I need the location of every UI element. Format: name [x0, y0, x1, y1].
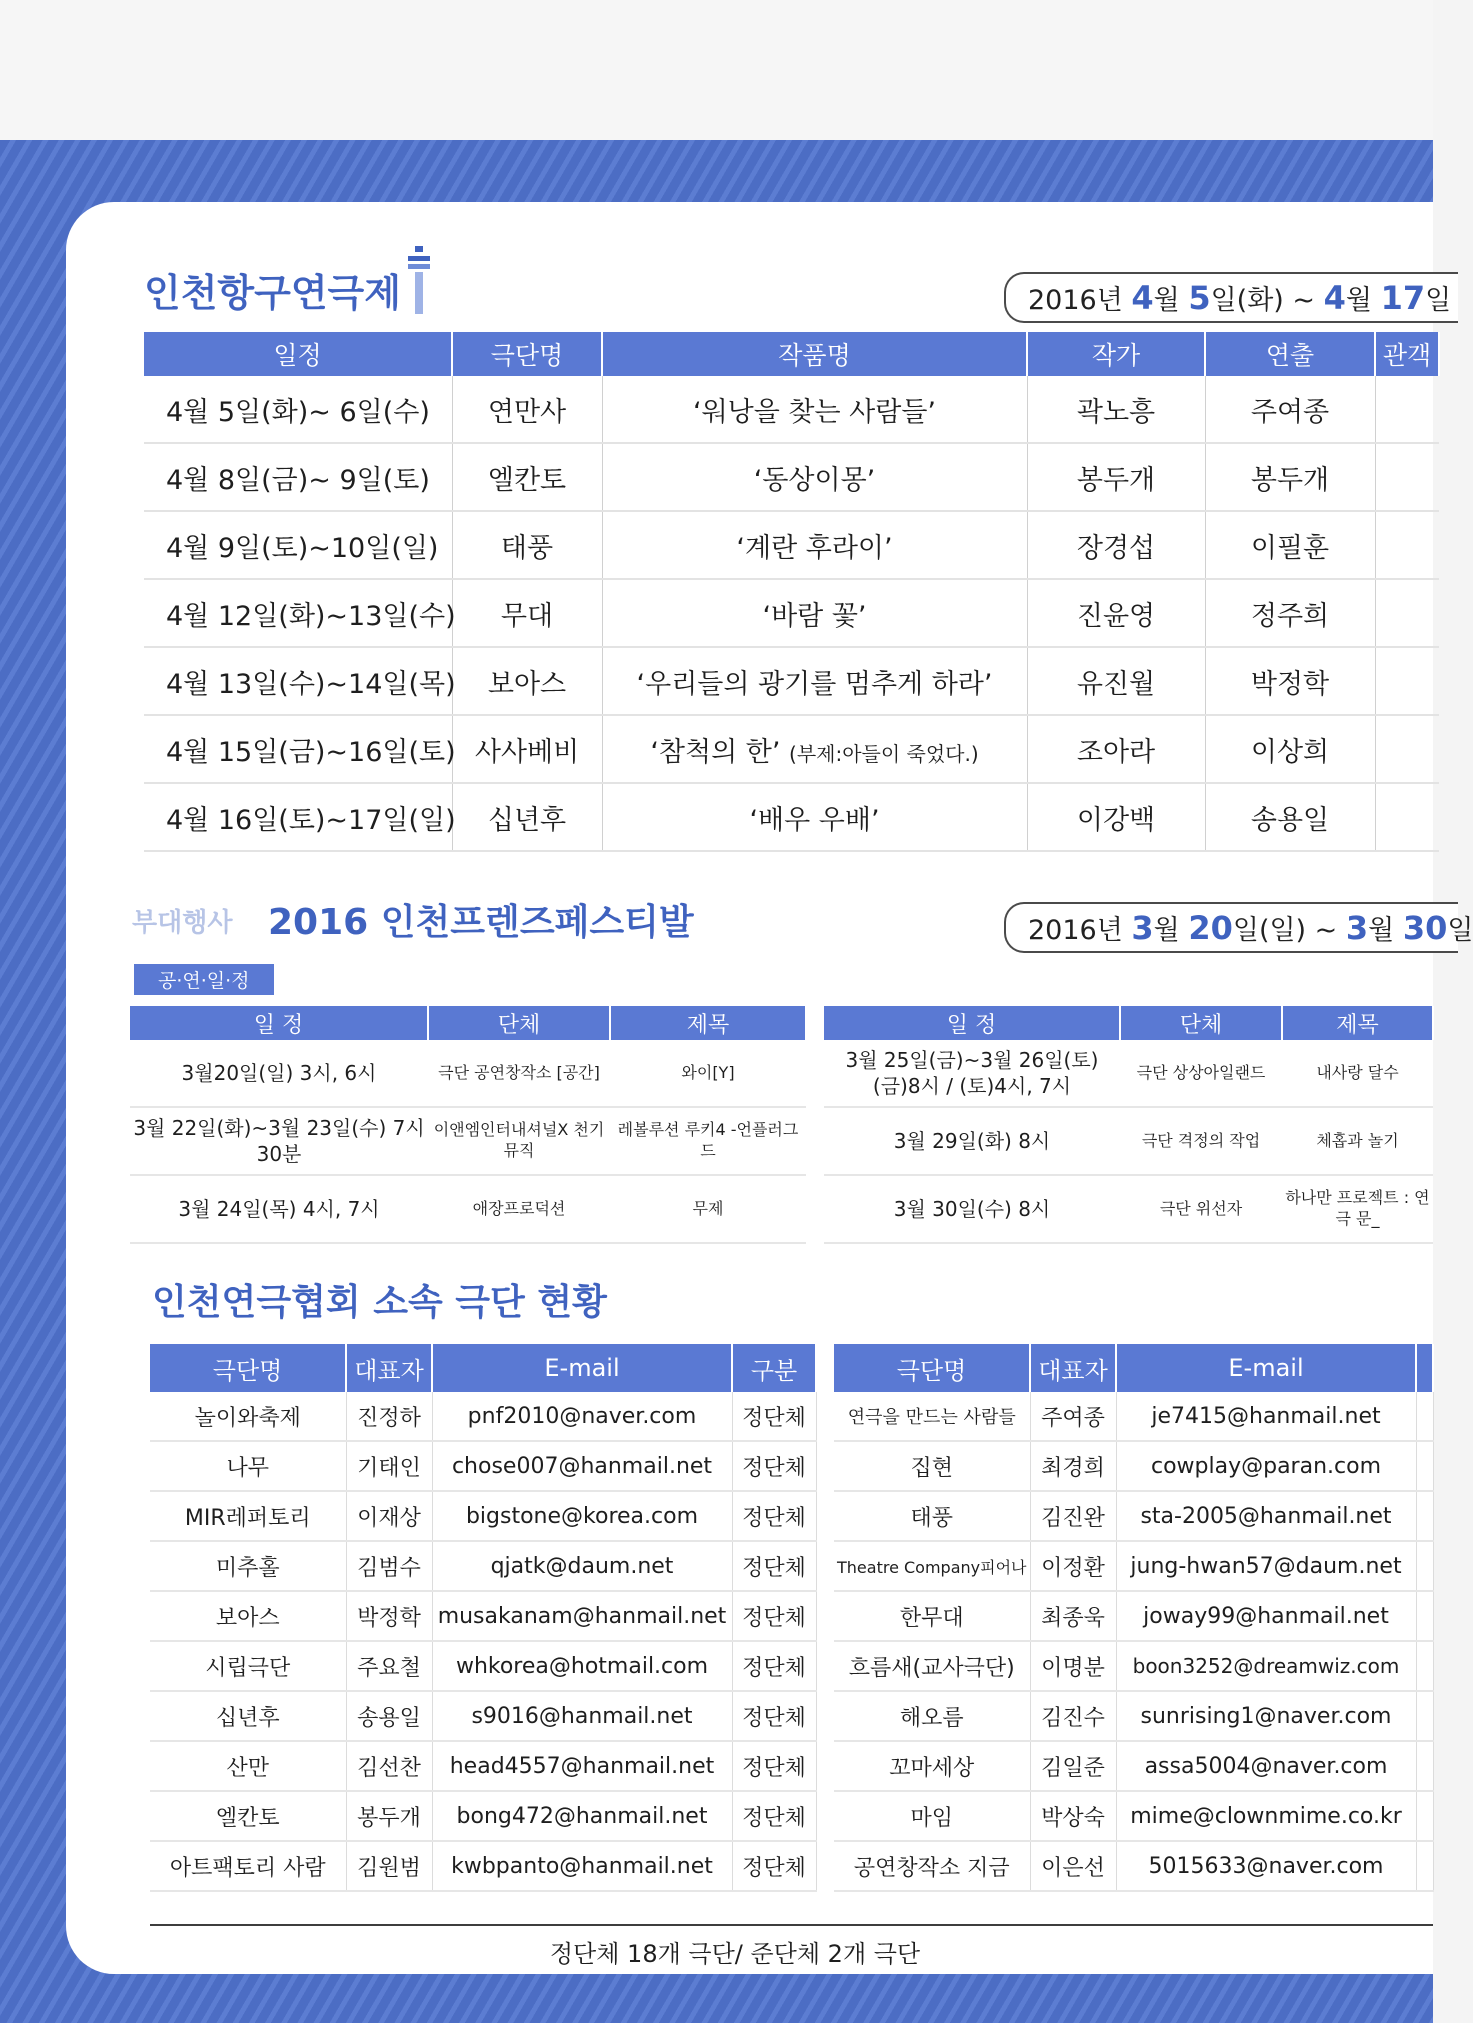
cell-email: assa5004@naver.com	[1116, 1741, 1416, 1791]
section2-date-range: 2016년 3월 20일(일) ~ 3월 30일	[1004, 902, 1458, 953]
table-row	[130, 1040, 806, 1107]
cell-type	[1416, 1691, 1433, 1741]
cell-name: 해오름	[834, 1691, 1030, 1741]
cell-name: Theatre Company피어나	[834, 1541, 1030, 1591]
table-row	[834, 1441, 1433, 1491]
table-row	[834, 1691, 1433, 1741]
col-type	[1416, 1344, 1433, 1392]
cell-rep: 주여종	[1030, 1392, 1116, 1441]
col-troupe-name: 극단명	[150, 1344, 346, 1392]
cell-title: 체홉과 놀기	[1282, 1107, 1433, 1175]
col-audience: 관객	[1375, 332, 1439, 376]
cell-type: 정단체	[732, 1541, 816, 1591]
col-email: E-mail	[432, 1344, 732, 1392]
cell-email: sunrising1@naver.com	[1116, 1691, 1416, 1741]
cell-type: 정단체	[732, 1441, 816, 1491]
cell-name: 미추홀	[150, 1541, 346, 1591]
cell-writer: 진윤영	[1027, 579, 1205, 647]
cell-troupe: 태풍	[452, 511, 602, 579]
section3-title: 인천연극협회 소속 극단 현황	[152, 1282, 607, 1323]
cell-name: 보아스	[150, 1591, 346, 1641]
table-row	[150, 1392, 816, 1441]
table-row	[130, 1107, 806, 1175]
cell-title: 하나만 프로젝트 : 연극 문_	[1282, 1175, 1433, 1243]
cell-rep: 봉두개	[346, 1791, 432, 1841]
cell-schedule: 3월 25일(금)~3월 26일(토) (금)8시 / (토)4시, 7시	[824, 1040, 1120, 1107]
cell-name: 꼬마세상	[834, 1741, 1030, 1791]
table-header-row	[834, 1344, 1433, 1392]
table-row	[150, 1691, 816, 1741]
cell-name: 집현	[834, 1441, 1030, 1491]
cell-type	[1416, 1641, 1433, 1691]
footer-divider	[150, 1924, 1433, 1926]
cell-group: 이앤엠인터내셔널X 천기뮤직	[428, 1107, 610, 1175]
table-header-row	[150, 1344, 816, 1392]
cell-schedule: 3월20일(일) 3시, 6시	[130, 1040, 428, 1107]
table-row	[130, 1175, 806, 1243]
cell-writer: 이강백	[1027, 783, 1205, 851]
cell-schedule: 3월 24일(목) 4시, 7시	[130, 1175, 428, 1243]
cell-type: 정단체	[732, 1392, 816, 1441]
table-row	[834, 1841, 1433, 1891]
cell-name: 산만	[150, 1741, 346, 1791]
cell-work: ‘배우 우배’	[602, 783, 1027, 851]
cell-name: 마임	[834, 1791, 1030, 1841]
table-row	[144, 715, 1439, 783]
work-subtitle: (부제:아들이 죽었다.)	[789, 741, 979, 766]
table-row	[834, 1392, 1433, 1441]
cell-group: 극단 상상아일랜드	[1120, 1040, 1282, 1107]
table-row	[824, 1175, 1433, 1243]
section2-title: 2016 인천프렌즈페스티발	[268, 902, 694, 943]
table-row	[834, 1541, 1433, 1591]
cell-rep: 김원범	[346, 1841, 432, 1891]
cell-writer: 장경섭	[1027, 511, 1205, 579]
section1-title: 인천항구연극제	[144, 271, 401, 315]
cell-director: 봉두개	[1205, 443, 1375, 511]
cell-work: ‘워낭을 찾는 사람들’	[602, 376, 1027, 443]
cell-group: 극단 위선자	[1120, 1175, 1282, 1243]
cell-rep: 김선찬	[346, 1741, 432, 1791]
cell-work: ‘계란 후라이’	[602, 511, 1027, 579]
table-row	[150, 1641, 816, 1691]
section2-label: 부대행사	[132, 908, 233, 938]
cell-writer: 유진월	[1027, 647, 1205, 715]
col-work: 작품명	[602, 332, 1027, 376]
cell-type: 정단체	[732, 1791, 816, 1841]
cell-name: MIR레퍼토리	[150, 1491, 346, 1541]
section3-right-table	[834, 1344, 1434, 1892]
cell-email: pnf2010@naver.com	[432, 1392, 732, 1441]
cell-work: ‘동상이몽’	[602, 443, 1027, 511]
cell-name: 아트팩토리 사람	[150, 1841, 346, 1891]
cell-type: 정단체	[732, 1491, 816, 1541]
cell-group: 극단 격정의 작업	[1120, 1107, 1282, 1175]
cell-name: 흐름새(교사극단)	[834, 1641, 1030, 1691]
performance-schedule-badge: 공·연·일·정	[134, 964, 274, 995]
cell-name: 놀이와축제	[150, 1392, 346, 1441]
table-row	[144, 443, 1439, 511]
cell-email: chose007@hanmail.net	[432, 1441, 732, 1491]
cell-audience	[1375, 443, 1439, 511]
col-representative: 대표자	[346, 1344, 432, 1392]
cell-rep: 김진수	[1030, 1691, 1116, 1741]
table-row	[834, 1741, 1433, 1791]
cell-name: 한무대	[834, 1591, 1030, 1641]
cell-name: 연극을 만드는 사람들	[834, 1392, 1030, 1441]
cell-group: 극단 공연창작소 [공간]	[428, 1040, 610, 1107]
section1-date-range: 2016년 4월 5일(화) ~ 4월 17일	[1004, 272, 1458, 323]
cell-director: 송용일	[1205, 783, 1375, 851]
table-row	[824, 1040, 1433, 1107]
cell-name: 태풍	[834, 1491, 1030, 1541]
cell-type: 정단체	[732, 1641, 816, 1691]
table-row	[144, 511, 1439, 579]
cell-rep: 주요철	[346, 1641, 432, 1691]
section2-left-table	[130, 1006, 807, 1244]
work-title: ‘참척의 한’	[650, 736, 781, 768]
cell-type	[1416, 1741, 1433, 1791]
table-row	[150, 1791, 816, 1841]
cell-troupe: 엘칸토	[452, 443, 602, 511]
cell-email: bong472@hanmail.net	[432, 1791, 732, 1841]
cell-name: 나무	[150, 1441, 346, 1491]
col-group: 단체	[428, 1006, 610, 1040]
cell-troupe: 십년후	[452, 783, 602, 851]
cell-writer: 조아라	[1027, 715, 1205, 783]
cell-title: 내사랑 달수	[1282, 1040, 1433, 1107]
cell-email: 5015633@naver.com	[1116, 1841, 1416, 1891]
col-title: 제목	[1282, 1006, 1433, 1040]
cell-work	[602, 715, 1027, 783]
col-email: E-mail	[1116, 1344, 1416, 1392]
cell-email: head4557@hanmail.net	[432, 1741, 732, 1791]
cell-name: 시립극단	[150, 1641, 346, 1691]
cell-audience	[1375, 783, 1439, 851]
cell-troupe: 무대	[452, 579, 602, 647]
cell-writer: 봉두개	[1027, 443, 1205, 511]
cell-troupe: 보아스	[452, 647, 602, 715]
col-troupe: 극단명	[452, 332, 602, 376]
table-row	[144, 376, 1439, 443]
cell-name: 엘칸토	[150, 1791, 346, 1841]
cell-rep: 기태인	[346, 1441, 432, 1491]
cell-audience	[1375, 715, 1439, 783]
cell-title: 와이[Y]	[610, 1040, 806, 1107]
table-row	[834, 1791, 1433, 1841]
cell-schedule: 4월 12일(화)~13일(수)	[144, 579, 452, 647]
table-row	[150, 1541, 816, 1591]
table-row	[150, 1591, 816, 1641]
cell-email: whkorea@hotmail.com	[432, 1641, 732, 1691]
col-director: 연출	[1205, 332, 1375, 376]
table-row	[150, 1491, 816, 1541]
cell-audience	[1375, 647, 1439, 715]
cell-email: sta-2005@hanmail.net	[1116, 1491, 1416, 1541]
cell-work: ‘바람 꽃’	[602, 579, 1027, 647]
table-header-row	[824, 1006, 1433, 1040]
cell-schedule: 4월 13일(수)~14일(목)	[144, 647, 452, 715]
cell-director: 정주희	[1205, 579, 1375, 647]
lighthouse-icon	[406, 244, 432, 314]
table-row	[150, 1841, 816, 1891]
table-header-row	[130, 1006, 806, 1040]
cell-work: ‘우리들의 광기를 멈추게 하라’	[602, 647, 1027, 715]
cell-rep: 최경희	[1030, 1441, 1116, 1491]
cell-email: je7415@hanmail.net	[1116, 1392, 1416, 1441]
cell-audience	[1375, 511, 1439, 579]
table-row	[144, 783, 1439, 851]
cell-rep: 이명분	[1030, 1641, 1116, 1691]
cell-rep: 이은선	[1030, 1841, 1116, 1891]
cell-name: 십년후	[150, 1691, 346, 1741]
cell-schedule: 4월 9일(토)~10일(일)	[144, 511, 452, 579]
col-type: 구분	[732, 1344, 816, 1392]
table-row	[834, 1491, 1433, 1541]
col-writer: 작가	[1027, 332, 1205, 376]
cell-email: joway99@hanmail.net	[1116, 1591, 1416, 1641]
cell-director: 이필훈	[1205, 511, 1375, 579]
table-header-row	[144, 332, 1439, 376]
cell-type	[1416, 1441, 1433, 1491]
cell-type: 정단체	[732, 1841, 816, 1891]
cell-rep: 이정환	[1030, 1541, 1116, 1591]
cell-rep: 박정학	[346, 1591, 432, 1641]
col-troupe-name: 극단명	[834, 1344, 1030, 1392]
cell-troupe: 사사베비	[452, 715, 602, 783]
cell-rep: 이재상	[346, 1491, 432, 1541]
col-group: 단체	[1120, 1006, 1282, 1040]
cell-email: mime@clownmime.co.kr	[1116, 1791, 1416, 1841]
troupe-count-note: 정단체 18개 극단/ 준단체 2개 극단	[549, 1940, 921, 1968]
cell-director: 이상희	[1205, 715, 1375, 783]
cell-type	[1416, 1841, 1433, 1891]
cell-email: qjatk@daum.net	[432, 1541, 732, 1591]
col-schedule: 일 정	[824, 1006, 1120, 1040]
col-schedule: 일 정	[130, 1006, 428, 1040]
table-row	[834, 1591, 1433, 1641]
table-row	[824, 1107, 1433, 1175]
cell-schedule: 4월 15일(금)~16일(토)	[144, 715, 452, 783]
cell-type: 정단체	[732, 1741, 816, 1791]
cell-rep: 진정하	[346, 1392, 432, 1441]
cell-rep: 박상숙	[1030, 1791, 1116, 1841]
section2-right-table	[824, 1006, 1434, 1244]
cell-type: 정단체	[732, 1691, 816, 1741]
table-row	[144, 647, 1439, 715]
cell-schedule: 4월 8일(금)~ 9일(토)	[144, 443, 452, 511]
cell-type	[1416, 1392, 1433, 1441]
cell-email: bigstone@korea.com	[432, 1491, 732, 1541]
cell-type: 정단체	[732, 1591, 816, 1641]
col-schedule: 일정	[144, 332, 452, 376]
content-card	[66, 202, 1473, 1974]
cell-title: 레볼루션 루키4 -언플러그드	[610, 1107, 806, 1175]
table-row	[150, 1741, 816, 1791]
cell-audience	[1375, 376, 1439, 443]
cell-rep: 김범수	[346, 1541, 432, 1591]
cell-email: s9016@hanmail.net	[432, 1691, 732, 1741]
cell-group: 애장프로덕션	[428, 1175, 610, 1243]
cell-director: 박정학	[1205, 647, 1375, 715]
cell-type	[1416, 1541, 1433, 1591]
cell-type	[1416, 1491, 1433, 1541]
col-title: 제목	[610, 1006, 806, 1040]
cell-writer: 곽노흥	[1027, 376, 1205, 443]
cell-audience	[1375, 579, 1439, 647]
cell-email: boon3252@dreamwiz.com	[1116, 1641, 1416, 1691]
cell-email: kwbpanto@hanmail.net	[432, 1841, 732, 1891]
cell-rep: 김일준	[1030, 1741, 1116, 1791]
cell-rep: 최종욱	[1030, 1591, 1116, 1641]
page-top-margin	[0, 0, 1433, 140]
cell-schedule: 3월 30일(수) 8시	[824, 1175, 1120, 1243]
cell-title: 무제	[610, 1175, 806, 1243]
cell-troupe: 연만사	[452, 376, 602, 443]
cell-schedule: 4월 16일(토)~17일(일)	[144, 783, 452, 851]
cell-rep: 송용일	[346, 1691, 432, 1741]
cell-type	[1416, 1791, 1433, 1841]
cell-email: cowplay@paran.com	[1116, 1441, 1416, 1491]
cell-schedule: 4월 5일(화)~ 6일(수)	[144, 376, 452, 443]
cell-name: 공연창작소 지금	[834, 1841, 1030, 1891]
section1-table	[144, 332, 1440, 852]
table-row	[834, 1641, 1433, 1691]
cell-email: musakanam@hanmail.net	[432, 1591, 732, 1641]
table-row	[144, 579, 1439, 647]
section3-left-table	[150, 1344, 817, 1892]
table-row	[150, 1441, 816, 1491]
cell-schedule: 3월 22일(화)~3월 23일(수) 7시 30분	[130, 1107, 428, 1175]
cell-director: 주여종	[1205, 376, 1375, 443]
cell-schedule: 3월 29일(화) 8시	[824, 1107, 1120, 1175]
col-representative: 대표자	[1030, 1344, 1116, 1392]
cell-rep: 김진완	[1030, 1491, 1116, 1541]
cell-type	[1416, 1591, 1433, 1641]
cell-email: jung-hwan57@daum.net	[1116, 1541, 1416, 1591]
